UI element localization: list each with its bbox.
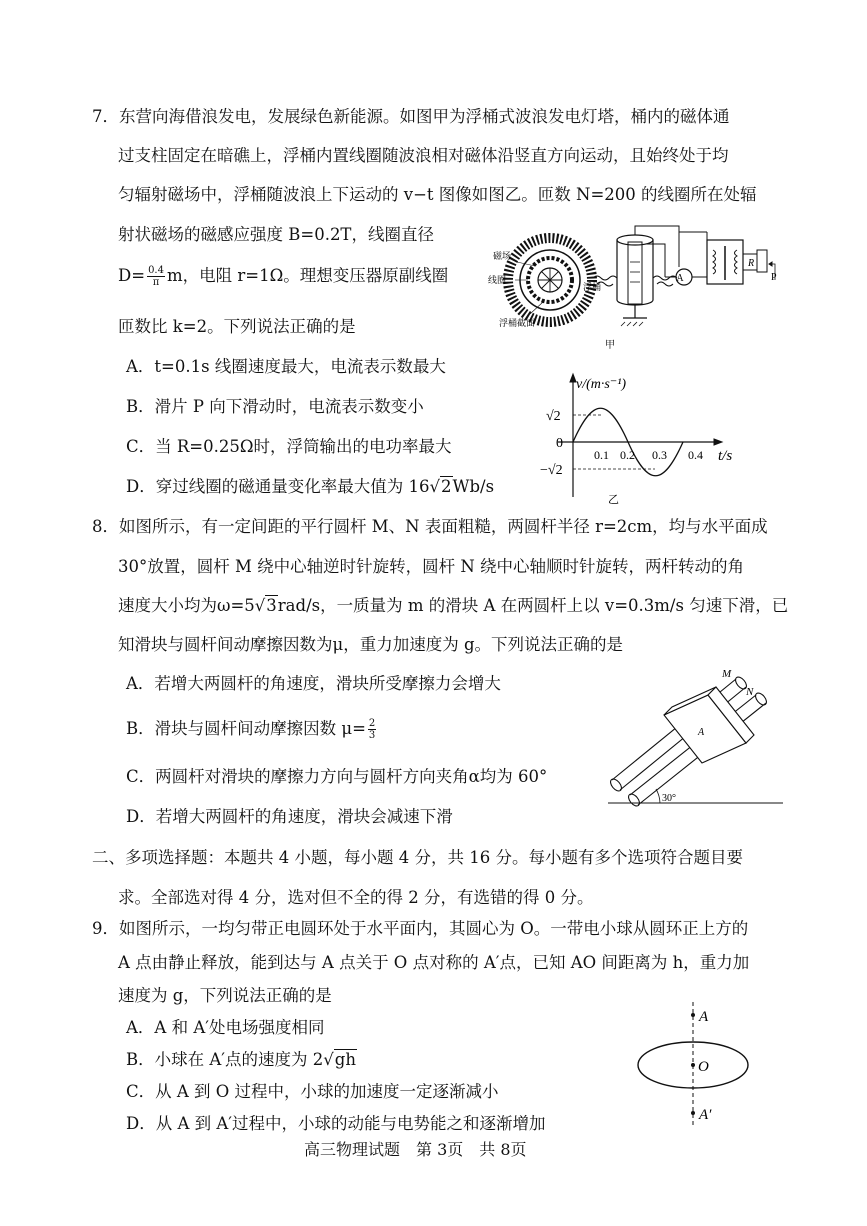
q7-figure-yi (528, 372, 748, 512)
q7-line5-post: m，电阻 r=1Ω。理想变压器原副线圈 (166, 266, 449, 285)
q7-line2: 过支柱固定在暗礁上，浮桶内置线圈随波浪相对磁体沿竖直方向运动，且始终处于均 (118, 146, 729, 165)
rod-n-top (753, 691, 768, 707)
q7-option-a: A．t=0.1s 线圈速度最大，电流表示数最大 (126, 357, 446, 376)
sqrt-symbol: √ (323, 1050, 334, 1069)
q7-option-b: B．滑片 P 向下滑动时，电流表示数变小 (126, 397, 424, 416)
float-device (593, 226, 775, 326)
q7-figure-jia (485, 222, 785, 352)
label-a: A (698, 727, 705, 738)
q7-line6: 匝数比 k=2。下列说法正确的是 (118, 317, 356, 336)
q9-figure-ring (636, 1000, 766, 1130)
label-a: A (699, 1009, 709, 1025)
y-tick-negative: −√2 (540, 463, 563, 478)
label-futong-jiemian: 浮桶截面 (499, 318, 536, 328)
point-a (691, 1013, 695, 1017)
q8-line3: 速度大小均为ω=5√3rad/s，一质量为 m 的滑块 A 在两圆杆上以 v=0.3m/s 匀速下滑，已 (118, 596, 789, 615)
q7-line5-pre: D= (118, 266, 146, 285)
point-o (691, 1063, 695, 1067)
x-tick: 0.2 (620, 448, 635, 462)
label-m: M (722, 668, 732, 680)
label-xianquan: 线圈 (488, 275, 507, 285)
resistor-label: R (748, 258, 755, 269)
label-cichang: 磁场 (493, 251, 512, 261)
q8-line4: 知滑块与圆杆间动摩擦因数为μ，重力加速度为 g。下列说法正确的是 (118, 635, 624, 654)
q8-option-a: A．若增大两圆杆的角速度，滑块所受摩擦力会增大 (126, 674, 501, 693)
section2-heading-line1: 二、多项选择题：本题共 4 小题，每小题 4 分，共 16 分。每小题有多个选项符合题目要 (92, 848, 743, 867)
q9-line3: 速度为 g，下列说法正确的是 (118, 986, 332, 1005)
q9-line2: A 点由静止释放，能到达与 A 点关于 O 点对称的 A′点，已知 AO 间距离为 h，重力加 (118, 953, 750, 972)
q7-option-c: C．当 R=0.25Ω时，浮筒输出的电功率最大 (126, 437, 452, 456)
fraction: $\frac{2}{3}$ (368, 718, 376, 741)
q9-option-c: C．从 A 到 O 过程中，小球的加速度一定逐渐减小 (126, 1082, 499, 1101)
x-axis-label: t/s (718, 448, 733, 464)
q7-option-d: D．穿过线圈的磁通量变化率最大值为 16√2Wb/s (126, 477, 495, 496)
ammeter-label: A (676, 273, 684, 284)
x-axis-arrow (714, 439, 722, 445)
q7-line1: 7．东营向海借浪发电，发展绿色新能源。如图甲为浮桶式波浪发电灯塔，桶内的磁体通 (92, 107, 730, 126)
section2-heading-line2: 求。全部选对得 4 分，选对但不全的得 2 分，有选错的得 0 分。 (118, 888, 594, 907)
rod-n-end (626, 792, 641, 808)
q8-figure-rods (598, 665, 788, 815)
caption-yi: 乙 (608, 494, 619, 506)
q9-line1: 9．如图所示，一均匀带正电圆环处于水平面内，其圆心为 O。一带电小球从圆环正上方的 (92, 919, 749, 938)
spacer (612, 685, 628, 695)
point-a-prime (691, 1111, 695, 1115)
caption-jia: 甲 (605, 340, 615, 351)
q9-option-a: A．A 和 A′处电场强度相同 (126, 1018, 325, 1037)
q7-line5 (118, 265, 448, 288)
angle-arc (656, 789, 660, 803)
x-tick: 0.4 (688, 448, 703, 462)
label-futong: 浮桶 (583, 282, 602, 292)
page-footer: 高三物理试题 第 3页 共 8页 (304, 1140, 527, 1159)
q8-line1: 8．如图所示，有一定间距的平行圆杆 M、N 表面粗糙，两圆杆半径 r=2cm，均与水平面成 (92, 517, 768, 536)
q8-option-b: B．滑块与圆杆间动摩擦因数 μ= $\frac{2}{3}$ (126, 718, 376, 741)
sqrt-symbol: √ (429, 477, 440, 496)
q7-line4: 射状磁场的磁感应强度 B=0.2T，线圈直径 (118, 225, 434, 244)
label-o: O (698, 1059, 709, 1075)
q8-option-d: D．若增大两圆杆的角速度，滑块会减速下滑 (126, 807, 453, 826)
x-tick: 0.3 (652, 448, 667, 462)
q9-option-b: B．小球在 A′点的速度为 2√gh (126, 1050, 356, 1069)
q8-line2: 30°放置，圆杆 M 绕中心轴逆时针旋转，圆杆 N 绕中心轴顺时针旋转，两杆转动的角 (118, 557, 745, 576)
y-tick-positive: √2 (546, 409, 561, 424)
sqrt-symbol: √ (254, 596, 266, 615)
label-angle: 30° (662, 793, 676, 804)
rod-m-end (608, 777, 623, 793)
q8-option-c: C．两圆杆对滑块的摩擦力方向与圆杆方向夹角α均为 60° (126, 767, 548, 786)
slider-label: P (771, 272, 777, 283)
q7-line3: 匀辐射磁场中，浮桶随波浪上下运动的 v−t 图像如图乙。匝数 N=200 的线圈所在处辐 (118, 185, 757, 204)
y-axis-label: v/(m·s⁻¹) (576, 377, 627, 392)
x-tick: 0.1 (594, 448, 609, 462)
label-a-prime: A′ (699, 1107, 712, 1123)
fraction: $\frac{0.4}{\pi}$ (148, 265, 164, 288)
label-n: N (746, 686, 754, 698)
q9-option-d: D．从 A 到 A′过程中，小球的动能与电势能之和逐渐增加 (126, 1114, 546, 1133)
y-tick-zero: 0 (556, 436, 563, 451)
float-cross-section (508, 238, 592, 322)
